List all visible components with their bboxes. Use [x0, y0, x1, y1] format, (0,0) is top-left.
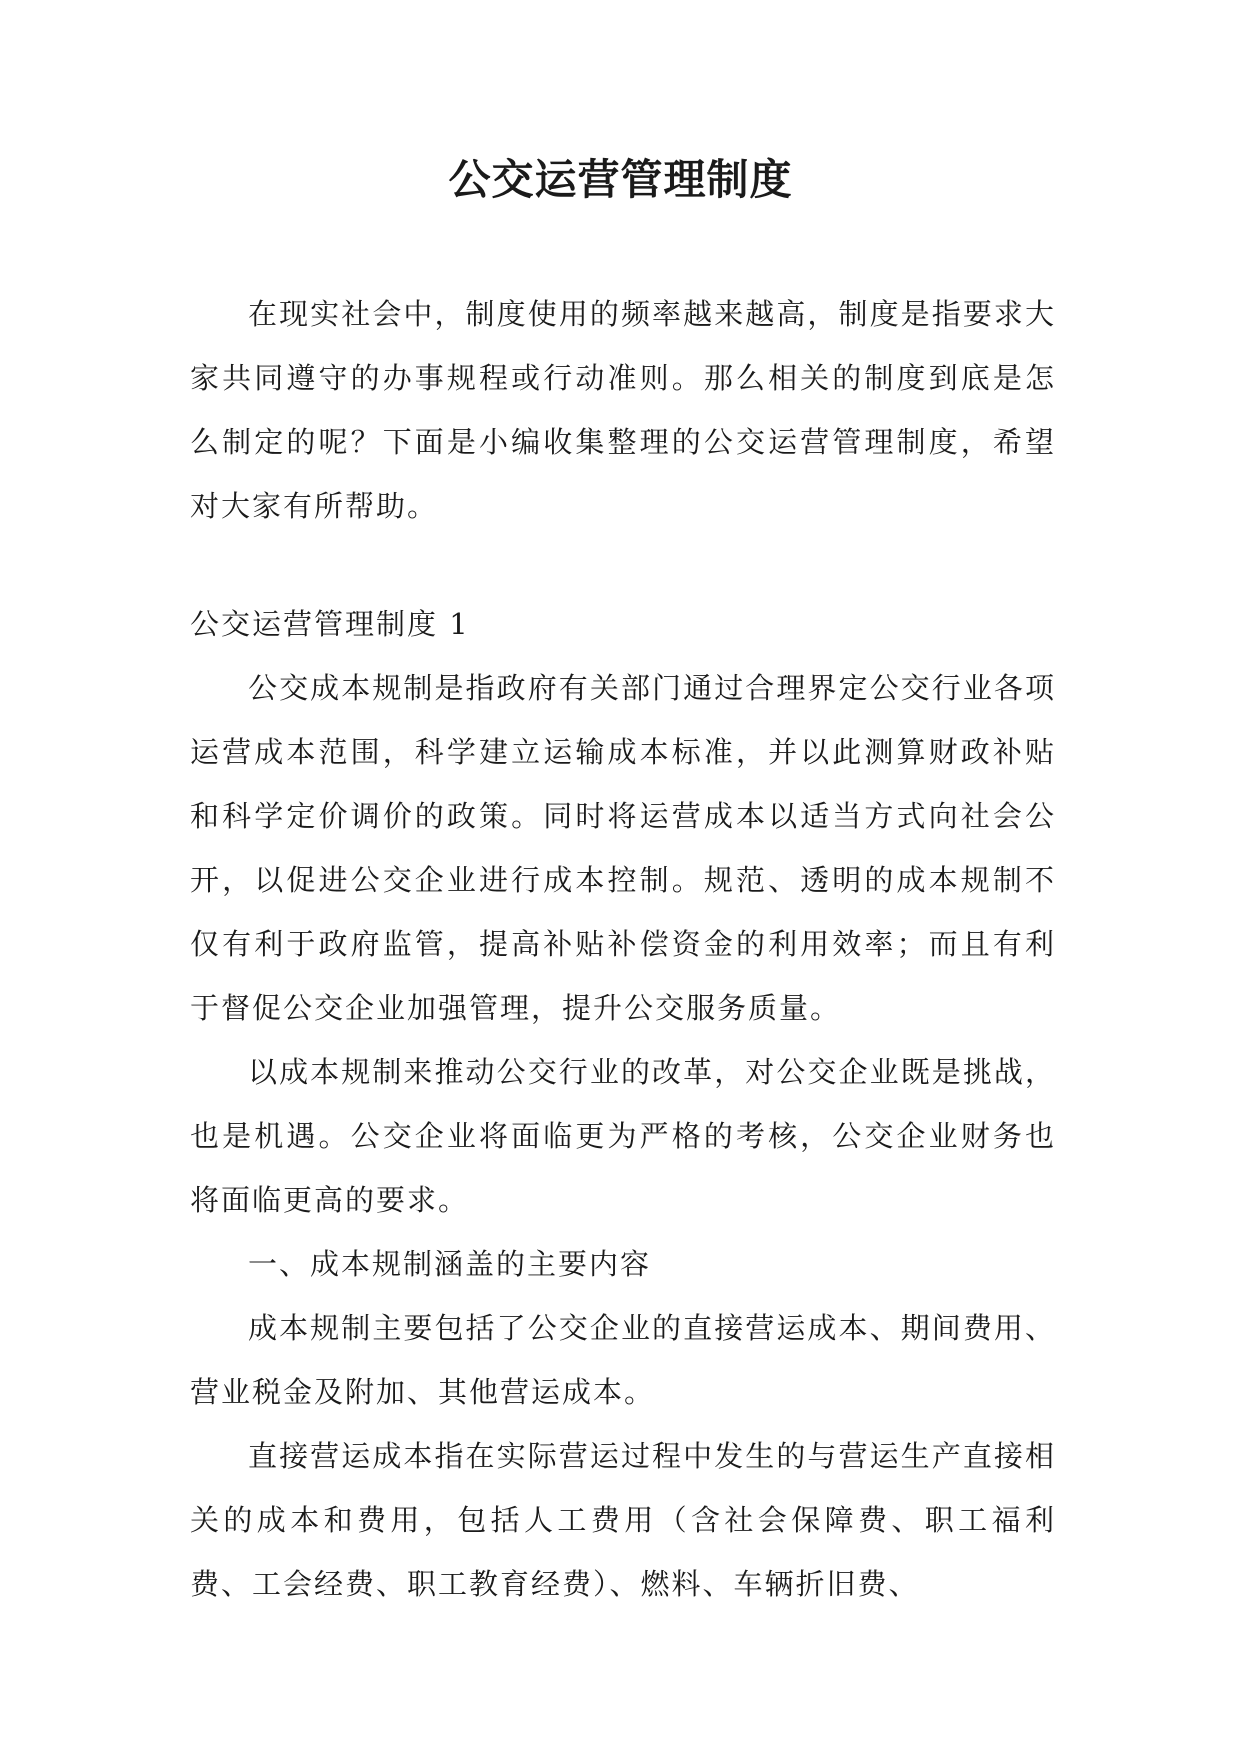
- section-spacer: [190, 538, 1056, 592]
- body-paragraph: 直接营运成本指在实际营运过程中发生的与营运生产直接相关的成本和费用，包括人工费用（含社会保障费、职工福利费、工会经费、职工教育经费）、燃料、车辆折旧费、: [190, 1439, 1056, 1601]
- section-heading: 公交运营管理制度 1: [190, 607, 470, 641]
- body-paragraph: 以成本规制来推动公交行业的改革，对公交企业既是挑战，也是机遇。公交企业将面临更为严格的考核，公交企业财务也将面临更高的要求。: [190, 1055, 1056, 1217]
- intro-paragraph: 在现实社会中，制度使用的频率越来越高，制度是指要求大家共同遵守的办事规程或行动准则。那么相关的制度到底是怎么制定的呢？下面是小编收集整理的公交运营管理制度，希望对大家有所帮助。: [190, 297, 1056, 523]
- body-paragraph: 成本规制主要包括了公交企业的直接营运成本、期间费用、营业税金及附加、其他营运成本。: [190, 1311, 1056, 1409]
- subsection-heading: 一、成本规制涵盖的主要内容: [248, 1247, 652, 1281]
- document-body: [190, 282, 1056, 1616]
- body-paragraph: 公交成本规制是指政府有关部门通过合理界定公交行业各项运营成本范围，科学建立运输成本标准，并以此测算财政补贴和科学定价调价的政策。同时将运营成本以适当方式向社会公开，以促进公交企业进行成本控制。规范、透明的成本规制不仅有利于政府监管，提高补贴补偿资金的利用效率；而且有利于督促公交企业加强管理，提升公交服务质量。: [190, 671, 1056, 1025]
- document-title: 公交运营管理制度: [448, 155, 793, 204]
